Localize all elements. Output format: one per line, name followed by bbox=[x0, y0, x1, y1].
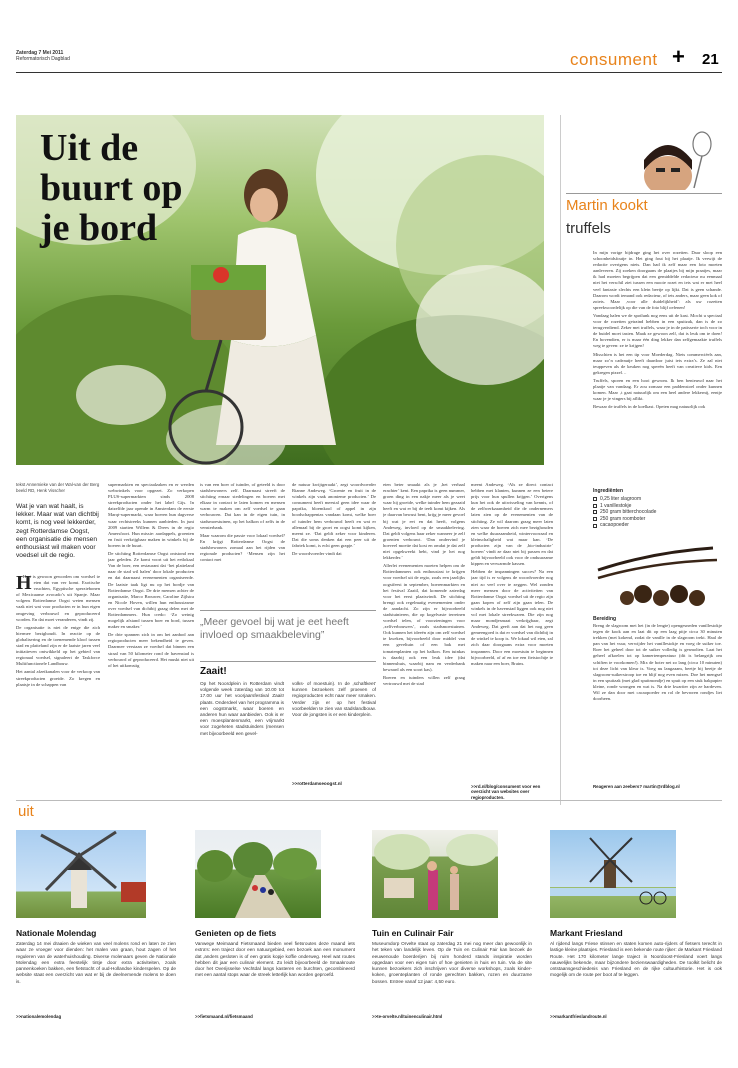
drop-cap: H bbox=[16, 574, 32, 594]
body-col-5-p2: Allerlei evenementen moeten helpen om de Rotterdammers ook enthousiast te krijgen voor voedsel uit de regio, zoals een jaarlijks oogstfeest in september, boerenmarkten en het festival Zaaitl, dat komende zaterdag voor het eerst plaatsvindt. De stichting brengt ook regelmatig evenementen onder de aandacht. Zo zijn er bijvoorbeeld stadstuinieren, die op kogelvaste terreinen voedsel telen, of voorzieningen voor ‚zelfverbouwers’, zoals stadsmoestuinen. Ook kunnen het ideeën zijn om zelf voedsel te kweken, bijvoorbeeld door middel van een geveltuin of een bak met tomatenplanten op het balkon. Een tuinkas is daarbij ook een leuk idee (dat binnenshuis, waarbij nam en verderbank bewaard als een soort kas). bbox=[383, 563, 465, 672]
headline bbox=[40, 128, 183, 248]
body-col-3 bbox=[200, 482, 285, 602]
uit-link[interactable]: >>fietsmaand.nl/fietsmaand bbox=[195, 1014, 253, 1019]
ingredients-list bbox=[593, 496, 656, 529]
chef-photo bbox=[628, 130, 722, 190]
checkbox-icon bbox=[593, 510, 597, 514]
uit-link[interactable]: >>markantfrieslandroute.nl bbox=[550, 1014, 607, 1019]
ingredient-item bbox=[593, 509, 656, 516]
body-col-6 bbox=[471, 482, 553, 782]
body-col-5-p3: Boeren en tuinders willen zelf graag vertrouwd met de stad bbox=[383, 674, 465, 686]
body-col-3-p2: Maar waarom die passie voor lokaal voedsel? En krijgt Rotterdamse Oogst de stadsbewoners zomaal aan het rijden van regionale producten? ‘Mensen zijn het contact met bbox=[200, 532, 285, 563]
ingredient-item bbox=[593, 516, 656, 523]
pullquote: „Meer gevoel bij wat je eet heeft invloed op smaakbeleving” bbox=[200, 616, 349, 641]
ingredient-item bbox=[593, 522, 656, 529]
body-col-1-p2: De organisatie is niet de enige die zich hiermee bezighoudt. In reactie op de globalisering en de toenemende kloof tussen stad en platteland zijn er de laatste jaren veel initiatieven ontwikkeld op het gebied van regionaal voedsel, signaleert de Taskforce Multifunctionele Landbouw. bbox=[16, 624, 100, 667]
ingredient-label: 250 gram roomboter bbox=[600, 515, 646, 522]
headline-line-2: buurt op bbox=[40, 167, 183, 209]
uit-text: Al rijdend langs Friese stinsen en staten komen auto-rijders of fietsers terecht in lastige kleine plaatsjes. Friesland is een bekende route rijker: de Markant Friesland Route. Het 170 kilometer lange traject in Noordoost-Friesland voert langs nauwelijks bekende, maar bijzondere bezienswaardigheden. De toolkit belicht de ontstaansgeschiedenis van Friesland en de rijke cultuurhistorie. Het is ook mogelijk om de route per boot af te leggen. bbox=[550, 941, 722, 978]
checkbox-icon bbox=[593, 524, 597, 528]
uit-title: Markant Friesland bbox=[550, 928, 623, 938]
uit-item bbox=[16, 928, 176, 1005]
plus-icon: + bbox=[672, 44, 685, 69]
prep-text: Breng de slagroom met het (in de lengte) opengesneden vanillestokje tegen de kook aan en laat dit op een laag pitje circa 30 minuten trekken (met kokend, zodat de vanille in de slagroom trekt. Haal de pan van het vuur, verwijder het vanillestokje en voeg de suiker toe. Roer het geheel door tot de suiker volledig is gesmolten. Laat het geheel afkoelen tot op kamertemperatuur (dit is belangrijk om schiften te voorkomen!). Mix de boter net zo lang (circa 10 minuten) tot deze licht van kleur is. Voeg nu langzaam, beetje bij beetje de slagroom-suikerstroop toe en blijf nog even mixen. Doe het mengsel in een spuitzak (met glad spuitmondje) en spuit op een stuk bakpapier kleine, ronde wrongen en wat is. Na drie kwartier zijn ze hardeven. Wil ze dan door met cacaopoeder en rol de bevroren rondjes liet doorheen. bbox=[593, 623, 722, 702]
body-col-2-p1: supermarkten en speciaalzaken en er werden webwinkels voor opgezet. Zo verkopen PLUS-supermarkten sinds 2008 streekproducten onder het label Gijs. In datzelfde jaar opende in Amsterdam de eerste Marqt-supermarkt, waar boeren hun dagverse waar rechtstreeks kunnen aanbieden. In juni 2009 startten Willem & Drees in de regio Amersfoort. Hun missie: aardappels, groenten en fruit verkrijgbaar maken in winkels bij de boeren in de buurt. bbox=[108, 482, 194, 548]
headline-line-1: Uit de bbox=[40, 127, 139, 169]
body-col-4-p2: De woordvoerder vindt dat bbox=[292, 551, 342, 557]
kookt-title: Martin kookt bbox=[566, 197, 648, 214]
body-col-2-p3: De drie spannen zich in om het aanbod aan regioproducten meer bekendheid te geven. Daarmee verstaan ze voedsel dat binnen een straal van 50 kilometer rond de havenstad is verbouwd of geproduceerd. Het muskt niet uit of het uitkomstig bbox=[108, 632, 194, 668]
section-title: consument bbox=[570, 50, 658, 69]
kookt-p2: Vandaag halen we de spotlunk nog eens uit de kast. Mocht u speciaal voor de rozetten getraind hebben in een spuitzak, dan is de zo terugverdiend. Zeker met truffels, waar je in de patisserie toch voor in de buidel moet tasten. Maak ze gewoon zelf, dat is leuk om te doen! En bovendien, er is maar één ding lekker dan zelfgemaakte truffels weg te geven: ze te krijgen! bbox=[593, 312, 722, 349]
fiets-photo bbox=[195, 830, 321, 918]
uit-title: Nationale Molendag bbox=[16, 928, 97, 938]
intro: Wat je van wat haalt, is lekker. Maar wat van dichtbij komt, is nog veel lekkerder, zegt Rotterdamse Oogst, een organisatie die mensen enthousiast wil maken voor voedsel uit de regio. bbox=[16, 503, 99, 560]
byline bbox=[16, 482, 100, 493]
body-col-4 bbox=[292, 482, 376, 602]
ingredient-item bbox=[593, 496, 656, 503]
date-line bbox=[16, 50, 70, 62]
headline-line-3: je bord bbox=[40, 207, 158, 249]
body-col-5 bbox=[383, 482, 465, 792]
ingredient-label: cacaopoeder bbox=[600, 522, 629, 529]
ingredient-label: 0,25 liter slagroom bbox=[600, 496, 642, 502]
body-col-1-p3: Het aantal afzetkanalen voor de verkoop van streekproducten groeide. Zo kregen en plaatsje in de schappen van bbox=[16, 669, 100, 687]
uit-title: Tuin en Culinair Fair bbox=[372, 928, 454, 938]
byline-photo: beeld RD, Henk Visscher bbox=[16, 487, 65, 493]
kookt-text bbox=[593, 250, 722, 482]
body-col-5-p1: eten beter smaakt als je ‚het verhaal erachter’ kent. Een paprika is geen nummer, groen ding in een nakje meer als je weet waar hij groeide, welke tuinder hem gezaaid heeft en wat er bij de teelt komt kijken. Als je daarvan bewust bent, krijg je meer gevoel bij wat je eet en dat heeft, volgens Andeweg, invloed op de smaakbeleving. Dat geldt volgens haar zeker wanneer je zelf groenten verbouwt. ‘Dan ondervind je hoeveel moeite dat kost en omdat je dat zelf niet opgekweekt hebt, vind je het nog lekkerder.’ bbox=[383, 482, 465, 561]
page-number: 21 bbox=[702, 51, 719, 68]
prep-title: Bereiding bbox=[593, 616, 617, 622]
zaait-col-1: Op het Noordplein in Rotterdam vindt volgende week zaterdag van 10.00 tot 17.00 uur het voorjaarsfestival Zaait! plaats. Onderdeel van het programma is een oogstmarkt, waar boeren en anderen hun waar aanbieden. Ook is er een moesplantenmarkt, een vrijmarkt voor zogeheten stadstuinders (mensen met bijvoorbeeld een gevel- bbox=[200, 681, 284, 736]
friesland-photo bbox=[550, 830, 676, 918]
uit-rule bbox=[16, 800, 722, 801]
molen-photo bbox=[16, 830, 146, 918]
ingredient-item bbox=[593, 503, 656, 510]
checkbox-icon bbox=[593, 497, 597, 501]
kookt-dish: truffels bbox=[566, 220, 611, 237]
fair-photo bbox=[372, 830, 498, 918]
body-col-2-p2: De stichting Rotterdamse Oogst ontstond een jaar geleden. Ze komt voort uit het eetlokaal Van de boer, een restaurant dat ‘het platteland naar de stad wil halen’ door lokale producten en dat daarnaast evenementen organiseerde. De laatste taak ligt nu op het bordje van Rotterdamse Oogst. De drie mensen achter de organisatie, Marco Brouwer, Caroline Zijlstra en Nicole Hoven, willen hun enthousiasme over voedsel van dichtbij graag delen met de Rotterdammers. Hun credo: ‘Zo weinig mogelijk afstand tussen boer en bord, tussen maker en smaker.’ bbox=[108, 551, 194, 630]
uit-link[interactable]: >>nationalemolendag bbox=[16, 1014, 62, 1019]
uit-text: Museumdorp Orvelte staat op zaterdag 21 mei nog meer dan gewoonlijk in het teken van landelijk leven. Op de Tuin en Culinair Fair kan bezoek de eeuwenoude boerderijen bij ruim honderd stands inspiratie worden opgedaan voor een eigen tuin of hoe genieten in huis en tuin. Via de site kunnen bezoekers zich inschrijven voor diverse workshops, zoals kinder-koken, groenteplanten of ronde gerechten bakken, rozen en duurzame bossen. Entree vanaf 12 jaar: 4,50 euro. bbox=[372, 941, 532, 984]
truffle-photo bbox=[593, 542, 722, 612]
zaait-title: Zaait! bbox=[200, 666, 227, 677]
body-col-3-p1: is van een boer of tuinder, of geteeld is door stadsbewoners zelf. Daarnaast streeft de stichting ernaar stedelingen en boeren met elkaar in contact te laten komen en mensen warm te maken om zelf voedsel te gaan verbouwen. Dat kan in de eigen tuin, in stadsmoestuinen, op het balkon of zelfs in de vensterbank. bbox=[200, 482, 285, 530]
uit-text: Vanwege Meimaand Fietsmaand bieden veel fietsroutes deze maand iets extra’s: een traject door een natuurgebied, een bezoek aan een monument dat ‚anders gesloten is of een gratis kopje koffie onderweg. Heel wat routes hebben dit jaar een culinair element. Zo leidt bijvoorbeeld de Smaakroute door het Overijsselse Vechtdal langs kasteren en burchten, gecombineerd met een aantal stops waar de streek letterlijk kan worden geproefd. bbox=[195, 941, 355, 978]
date: Zaterdag 7 Mei 2011 bbox=[16, 50, 64, 56]
uit-label: uit bbox=[18, 803, 34, 820]
kookt-rule bbox=[566, 193, 722, 194]
body-col-2 bbox=[108, 482, 194, 792]
paper-name: Reformatorisch Dagblad bbox=[16, 56, 70, 62]
byline-author: tekst Annemieke van der Wal-van der Berg bbox=[16, 482, 100, 487]
uit-item bbox=[550, 928, 722, 1005]
kookt-p1: In mijn vorige bijdrage ging het over rozetten. Daar sloop een schoonheidsfoutje in. Het ging fout bij het plaatje. Ik verwijt de redactie overigens niets. Dan had ik zelf maar een foto moeten aanleveren. Zij zoeken doorgaans de plaatjes bij mijn praatjes, maar ik had moeten begrijpen dat een gemiddelde redacteur nu eenmaal niet het verschil ziet tussen een mooie rozet en iets wat er met heel veel fantasie slechts een klein beetje op lijkt. Dat is geen schande. Daarom wordt iemand ook redacteur, of iets anders, maar geen kok of zoiets. Maar ‚voor alle duidelijkheid’: als uw rozetten spreekwoordelijk op die van de foto blijf oefenen! bbox=[593, 250, 722, 310]
checkbox-icon bbox=[593, 504, 597, 508]
body-col-4-p1: de natuur kwijtgeraakt’, zegt woordvoerder Rianne Andeweg. ‘Groente en fruit in de winkels zijn vaak anonieme producten.’ De consument heeft meestal geen idee waar de paprika, bloemkool of appel in zijn boodschappentas vandaan komt, welke boer of tuinder hem verbouwd heeft en wat er allemaal bij de groei en oogst komt kijken, meent ze. ‘Dat geldt zeker voor kinderen. Dat die soms denken dat een peer uit de fabriek komt, is echt geen grapje.’ bbox=[292, 482, 376, 548]
pullquote-rule-bottom bbox=[200, 661, 376, 662]
zaait-link[interactable]: >>rotterdamseoogst.nl bbox=[292, 781, 342, 786]
links-col-6[interactable]: >>rd.nl/blog/consument voor een overzicht van websites over regioproducten. bbox=[471, 784, 541, 800]
kookt-footer[interactable]: Reageren aan zeebers? martin@rdblog.nl bbox=[593, 784, 680, 789]
ingredient-label: 250 gram bitterchocolade bbox=[600, 509, 657, 516]
body-col-1 bbox=[16, 574, 100, 794]
body-col-1-p1: H et is gewoon geworden om voedsel te eten dat van ver komt. Exotische vruchten, Egyptische sperziebonen of Mexicaanse avocado’s uit Spanje. Maar volgens Rotterdamse Oogst weten mensen vaak niet wat voor producten er in hun eigen omgeving verbouwd en geproduceerd worden. En dat moet veranderen, vindt zij. bbox=[16, 574, 100, 622]
uit-item bbox=[372, 928, 532, 1005]
kookt-p4: Truffels, sporen en een hooi gewrom. Ik ben benieuwd naar het plaatje van vandaag. Er zou zomaar een paddenstoel onder kunnen komen. Maar ‚t gaat natuurlijk om een heel andere lekkernij, eentje waar je je vingers bij aflikt. bbox=[593, 377, 722, 402]
uit-item bbox=[195, 928, 355, 1005]
body-col-6-p1: meent Andeweg. ‘Als ze direct contact hebben met klanten, kunnen ze een betere prijs voor hun spullen krijgen.’ Overigens kun het ook de uitwisseling van kennis, of de zelfwerkzaamheid die de ondernemers laten zien op de evenementen van de stichting. Ze wil daarom graag meer laten zien waar de boeren zich mee bezighouden en welke duurzaamheid, wintervoorraad en kleinschaligheid wat maar kan. ‘De producten zijn van de ‚bio-industrie’ boeren’ vindt ze daar niet bij passen en dat geldt bijvoorbeeld ook voor de onduurzame kippen en verwarmde kassen. bbox=[471, 482, 553, 567]
uit-link[interactable]: >>te-orvelte.nl/tuinenculinair.html bbox=[372, 1014, 443, 1019]
ingredient-label: 1 vanillestokje bbox=[600, 502, 632, 509]
kookt-p5: Bewaar de truffels in de koelkast. Opeten mag natuurlijk ook bbox=[593, 404, 706, 410]
header-rule bbox=[16, 72, 722, 73]
ingredients-title: Ingrediënten bbox=[593, 488, 624, 494]
kookt-p3: Misschien is het een tip voor Moederdag. Niets commerciëels aan, maar zo’n cadeautje heeft daardoor juist iets extra’s. Ze zal niet teuppeven als de keuken nog speeën heeft van creatieve kids. Een gekregen pizzel… bbox=[593, 351, 722, 375]
uit-title: Genieten op de fiets bbox=[195, 928, 277, 938]
zaait-col-2: volks- of moestuin). In de ‚schaftkeet’ kunnen bezoekers zelf proeven of regioproducten echt naar meer smaken. Verder zijn er op het festival voorbeelden te zien van stadslandbouw. Voor de jongsten is er een kinderplein. bbox=[292, 681, 376, 718]
pullquote-rule-top bbox=[200, 610, 376, 611]
checkbox-icon bbox=[593, 517, 597, 521]
sidebar-divider bbox=[560, 115, 561, 805]
uit-text: Zaterdag 14 mei draaien de wieken van veel molens rond en laten ze zien waar ze vroeger voor dienden: het malen van graan, hout zagen of het reguleren van de waterhuishouding. Diverse molenaars geven de Nationale Molendag een extra feestelijk tintje door extra activiteiten, zoals pannenkoeken bakken, een fietstocht of oud-Hollandse kinderspelen. Op de website staat een overzicht van wat er bij de deelnemende molens te doen is. bbox=[16, 941, 176, 984]
body-col-6-p2: Hebben de inspanningen succes? Na een jaar tijd is er volgens de woordvoerder nog niet zo veel over te zeggen. Wel zonden meer mensen door de activiteiten van Rotterdamse Oogst voedsel uit de regio zijn gaan kopen of zelf zijn gaan telen. De winkels in de havenstad liggen ook nog niet vol met lokale streekwaren. Die zijn nog maar mondjesmaat verkrijgbaar, zegt Andeweg. Dat geeft aan dat het nog geen gemeengoed is dat er voedsel van dichtbij in de winkel te koop is. We lokaal wil eten, zal zich daar doorgaans extra voor moeten inspannen. Door een moestuin te beginnen bijvoorbeeld, of af en toe een fietstochtje te maken naar een boer, Brains. bbox=[471, 569, 553, 666]
